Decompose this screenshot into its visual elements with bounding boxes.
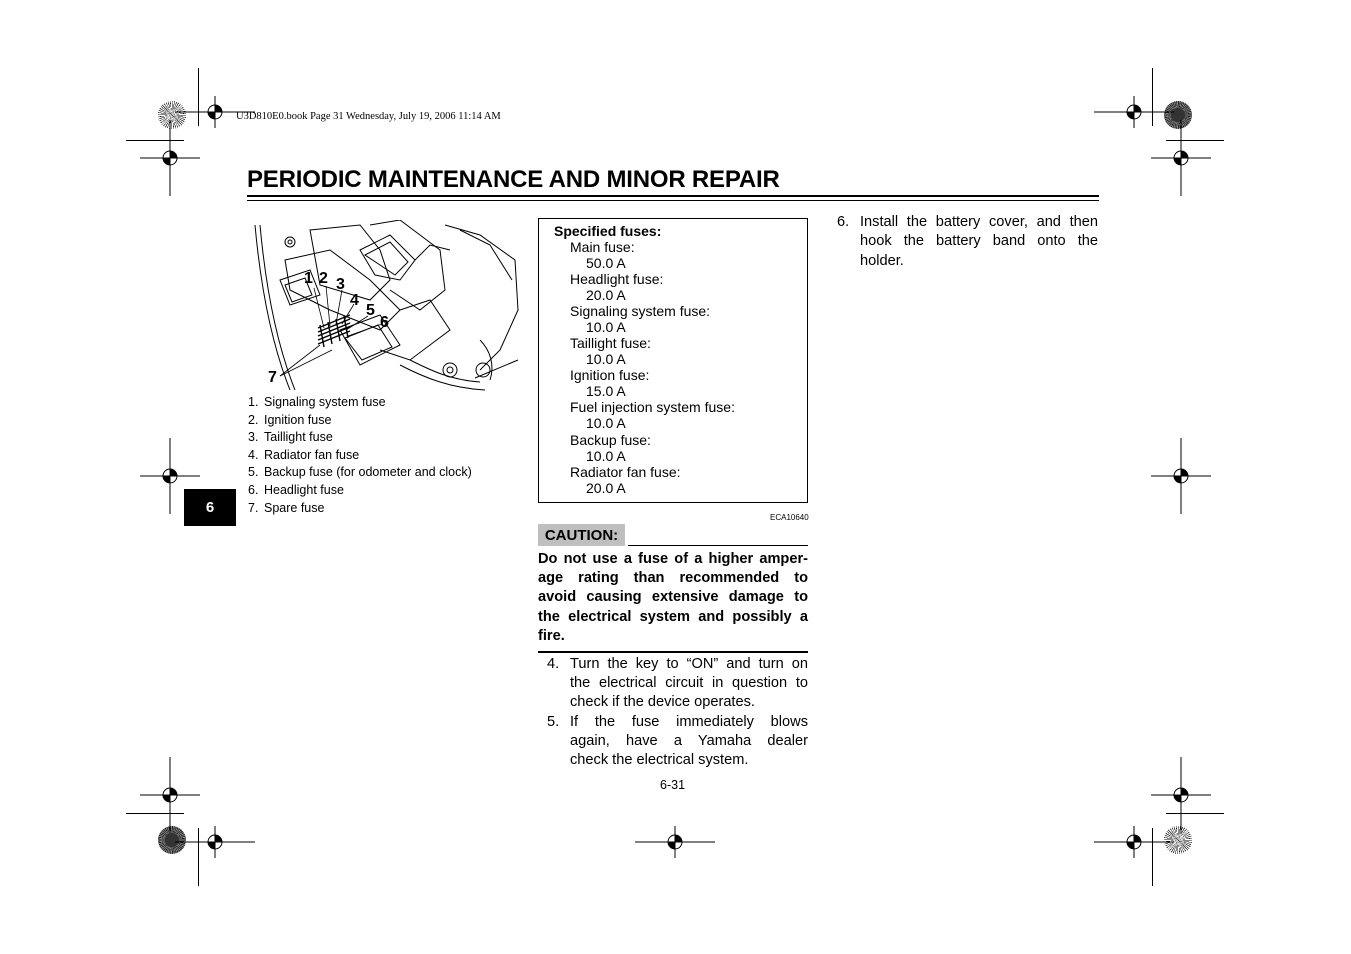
caution-code: ECA10640 <box>770 513 809 522</box>
figure-callout: 5 <box>366 302 375 319</box>
figure-callout: 6 <box>380 314 389 331</box>
fuse-value: 10.0 A <box>586 351 626 367</box>
legend-item: 5. Backup fuse (for odometer and clock) <box>248 465 472 480</box>
caution-label: CAUTION: <box>538 524 625 546</box>
fuse-label: Main fuse: <box>570 239 635 255</box>
legend-item: 3. Taillight fuse <box>248 430 333 445</box>
title-rule <box>247 200 1099 201</box>
caution-rule <box>628 545 808 546</box>
fuse-box-illustration <box>250 220 520 395</box>
step-text: the electrical circuit in question to <box>570 675 808 691</box>
title-rule <box>247 195 1099 197</box>
fuse-label: Radiator fan fuse: <box>570 464 681 480</box>
legend-item: 4. Radiator fan fuse <box>248 447 360 462</box>
step-number: 5. <box>547 714 560 730</box>
legend-item: 6. Headlight fuse <box>248 482 344 497</box>
caution-text: Do not use a fuse of a higher amper- age rating than recommended to avoid causing extensive damage to the electrical system and possibly a fire. <box>538 551 808 644</box>
legend-item: 7. Spare fuse <box>248 500 325 515</box>
step-number: 4. <box>547 656 560 672</box>
fuse-value: 20.0 A <box>586 480 626 496</box>
fuse-value: 20.0 A <box>586 287 626 303</box>
fuse-value: 10.0 A <box>586 319 626 335</box>
fuse-label: Headlight fuse: <box>570 271 664 287</box>
step-text: If the fuse immediately blows <box>570 714 808 730</box>
step-number: 6. <box>837 214 850 230</box>
page-number: 6-31 <box>660 778 686 792</box>
fuse-value: 15.0 A <box>586 383 626 399</box>
book-header: U3D810E0.book Page 31 Wednesday, July 19, 2006 11:14 AM <box>236 111 501 122</box>
legend-item: 1. Signaling system fuse <box>248 395 386 409</box>
fuse-value: 10.0 A <box>586 415 626 431</box>
specified-fuses-box <box>538 218 808 503</box>
fuse-label: Fuel injection system fuse: <box>570 399 735 415</box>
step-text: holder. <box>860 253 904 269</box>
fuse-label: Ignition fuse: <box>570 367 650 383</box>
fuse-value: 50.0 A <box>586 255 626 271</box>
chapter-tab: 6 <box>184 489 236 526</box>
step-text: hook the battery band onto the <box>860 233 1098 249</box>
fuse-label: Backup fuse: <box>570 432 651 448</box>
legend-item: 2. Ignition fuse <box>248 412 332 427</box>
fuse-label: Signaling system fuse: <box>570 303 711 319</box>
figure-callout: 7 <box>268 369 277 386</box>
fuse-value: 10.0 A <box>586 448 626 464</box>
step-text: Install the battery cover, and then <box>860 214 1098 230</box>
figure-callout: 2 <box>319 270 328 287</box>
caution-end-rule <box>538 651 808 653</box>
figure-callout: 4 <box>350 292 359 309</box>
page-title: PERIODIC MAINTENANCE AND MINOR REPAIR <box>247 166 780 193</box>
figure-callout: 3 <box>336 276 345 293</box>
figure-legend <box>248 394 472 517</box>
fuse-label: Taillight fuse: <box>570 335 651 351</box>
step-text: check the electrical system. <box>570 752 749 768</box>
figure-callout: 1 <box>304 270 313 287</box>
step-text: Turn the key to “ON” and turn on <box>570 656 808 672</box>
step-text: again, have a Yamaha dealer <box>570 733 808 749</box>
step-text: check if the device operates. <box>570 694 755 710</box>
fuses-heading: Specified fuses: <box>554 223 662 239</box>
